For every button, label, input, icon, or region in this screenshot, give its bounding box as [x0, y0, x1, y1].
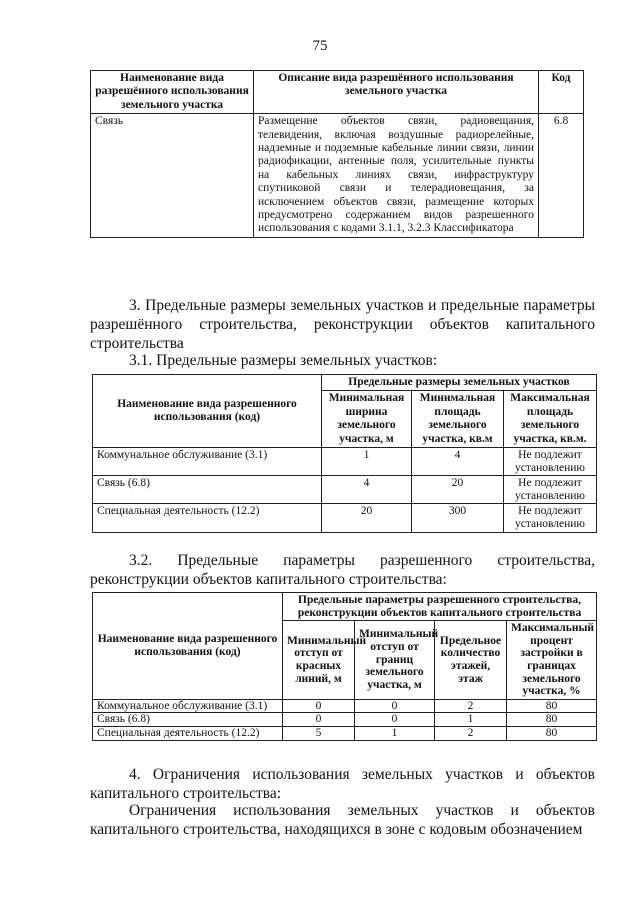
- row-max-area: Не подлежит установлению: [504, 448, 597, 476]
- section-3-2-line-1: 3.2. Предельные параметры разрешенного строительства,: [129, 552, 595, 569]
- page-number: 75: [312, 38, 328, 54]
- row-coverage: 80: [507, 713, 597, 727]
- table-row: [91, 114, 584, 238]
- header-max-floors: Предельное количество этажей, этаж: [435, 621, 507, 700]
- land-use-name: Связь: [91, 114, 254, 238]
- section-3-1-heading: 3.1. Предельные размеры земельных участков:: [129, 352, 438, 369]
- row-min-width: 1: [322, 448, 412, 476]
- row-floors: 2: [435, 726, 507, 740]
- header-land-use-description: Описание вида разрешённого использования земельного участка: [254, 71, 539, 114]
- row-min-area: 20: [412, 476, 504, 504]
- table-row: [93, 713, 597, 727]
- row-max-area: Не подлежит установлению: [504, 476, 597, 504]
- section-3-heading: 3. Предельные размеры земельных участков и предельные параметры разрешённого строительства, реконструкции объектов капитального строительства: [90, 297, 595, 352]
- row-red-line-offset: 0: [283, 699, 355, 713]
- section-3-2-heading: [90, 551, 595, 589]
- row-floors: 2: [435, 699, 507, 713]
- row-name: Связь (6.8): [93, 476, 322, 504]
- row-name: Специальная деятельность (12.2): [93, 726, 283, 740]
- header-max-area: Максимальная площадь земельного участка, кв.м.: [504, 391, 597, 448]
- section-4-text: Ограничения использования земельных участков и объектов капитального строительства, находящихся в зоне с кодовым обозначением: [90, 802, 595, 838]
- land-use-description-table: [90, 70, 584, 238]
- section-4-heading: 4. Ограничения использования земельных участков и объектов капитального строительства:: [90, 766, 595, 802]
- header-land-use-name: Наименование вида разрешенного использования (код): [93, 375, 322, 448]
- table-header-row: [93, 593, 597, 621]
- land-use-code: 6.8: [539, 114, 584, 238]
- row-boundary-offset: 0: [355, 713, 435, 727]
- row-max-area: Не подлежит установлению: [504, 504, 597, 532]
- row-min-area: 4: [412, 448, 504, 476]
- header-min-area: Минимальная площадь земельного участка, кв.м: [412, 391, 504, 448]
- table-header-row: [91, 71, 584, 114]
- table-row: [93, 448, 597, 476]
- row-coverage: 80: [507, 699, 597, 713]
- row-floors: 1: [435, 713, 507, 727]
- header-group-construction-params: Предельные параметры разрешенного строительства, реконструкции объектов капитального строительства: [283, 593, 597, 621]
- row-name: Коммунальное обслуживание (3.1): [93, 699, 283, 713]
- header-min-red-line-offset: Минимальный отступ от красных линий, м: [283, 621, 355, 700]
- row-name: Коммунальное обслуживание (3.1): [93, 448, 322, 476]
- table-row: [93, 476, 597, 504]
- row-red-line-offset: 0: [283, 713, 355, 727]
- table-row: [93, 699, 597, 713]
- header-max-coverage: Максимальный процент застройки в границах земельного участка, %: [507, 621, 597, 700]
- header-group-plot-sizes: Предельные размеры земельных участков: [322, 375, 597, 391]
- row-boundary-offset: 0: [355, 699, 435, 713]
- header-min-width: Минимальная ширина земельного участка, м: [322, 391, 412, 448]
- header-code: Код: [539, 71, 584, 114]
- section-3-2-line-2: реконструкции объектов капитального строительства:: [90, 571, 447, 588]
- row-name: Специальная деятельность (12.2): [93, 504, 322, 532]
- header-land-use-name: Наименование вида разрешённого использования земельного участка: [91, 71, 254, 114]
- row-coverage: 80: [507, 726, 597, 740]
- header-land-use-name: Наименование вида разрешенного использования (код): [93, 593, 283, 700]
- row-min-area: 300: [412, 504, 504, 532]
- table-header-row: [93, 375, 597, 391]
- table-row: [93, 726, 597, 740]
- construction-parameters-table: [92, 592, 597, 741]
- land-use-description: Размещение объектов связи, радиовещания, телевидения, включая воздушные радиорелейные, надземные и подземные кабельные линии связи, линии радиофикации, антенные поля, усилительные пункты на кабельных линиях связи, инфраструктуру спутниковой связи и телерадиовещания, за исключением объектов связи, размещение которых предусмотрено содержанием видов разрешенного использования с кодами 3.1.1, 3.2.3 Классификатора: [254, 114, 539, 238]
- row-boundary-offset: 1: [355, 726, 435, 740]
- row-min-width: 4: [322, 476, 412, 504]
- row-min-width: 20: [322, 504, 412, 532]
- land-plot-sizes-table: [92, 374, 597, 533]
- row-name: Связь (6.8): [93, 713, 283, 727]
- row-red-line-offset: 5: [283, 726, 355, 740]
- header-min-boundary-offset: Минимальный отступ от границ земельного участка, м: [355, 621, 435, 700]
- table-row: [93, 504, 597, 532]
